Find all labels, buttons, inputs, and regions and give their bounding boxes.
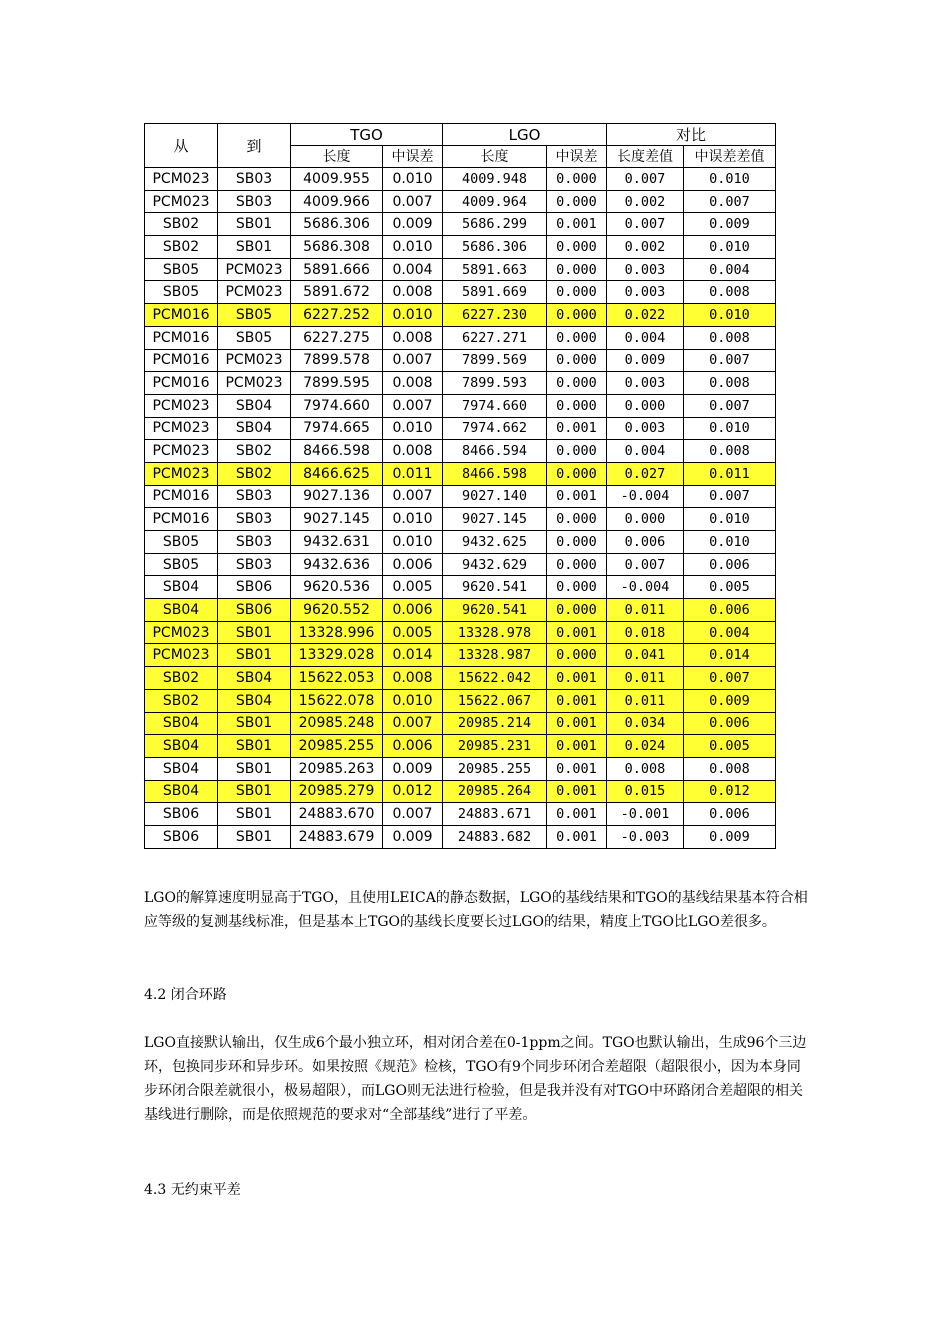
- cell-tgo-length: 9432.631: [291, 531, 383, 554]
- table-header: [145, 124, 776, 168]
- cell-to: SB03: [218, 508, 291, 531]
- cell-lgo-error: 0.001: [547, 780, 607, 803]
- cell-error-diff: 0.010: [684, 304, 776, 327]
- cell-tgo-error: 0.009: [383, 757, 443, 780]
- cell-to: SB01: [218, 803, 291, 826]
- cell-error-diff: 0.006: [684, 803, 776, 826]
- cell-lgo-error: 0.000: [547, 190, 607, 213]
- cell-tgo-length: 8466.598: [291, 440, 383, 463]
- cell-error-diff: 0.007: [684, 349, 776, 372]
- cell-error-diff: 0.008: [684, 372, 776, 395]
- cell-length-diff: 0.004: [607, 440, 684, 463]
- cell-from: SB06: [145, 803, 218, 826]
- baseline-comparison-table: [144, 123, 776, 849]
- cell-length-diff: 0.003: [607, 372, 684, 395]
- cell-to: SB04: [218, 667, 291, 690]
- cell-lgo-length: 5891.663: [443, 258, 547, 281]
- cell-length-diff: 0.011: [607, 689, 684, 712]
- cell-tgo-length: 24883.679: [291, 825, 383, 848]
- cell-tgo-error: 0.006: [383, 735, 443, 758]
- cell-from: SB05: [145, 258, 218, 281]
- cell-to: PCM023: [218, 372, 291, 395]
- cell-tgo-length: 9620.536: [291, 576, 383, 599]
- cell-to: SB04: [218, 689, 291, 712]
- cell-length-diff: 0.024: [607, 735, 684, 758]
- table-row: [145, 349, 776, 372]
- cell-error-diff: 0.007: [684, 394, 776, 417]
- cell-length-diff: 0.006: [607, 531, 684, 554]
- cell-lgo-length: 6227.271: [443, 326, 547, 349]
- cell-lgo-error: 0.000: [547, 168, 607, 191]
- cell-tgo-length: 15622.078: [291, 689, 383, 712]
- cell-tgo-error: 0.006: [383, 553, 443, 576]
- cell-tgo-length: 24883.670: [291, 803, 383, 826]
- cell-lgo-error: 0.000: [547, 326, 607, 349]
- cell-lgo-length: 20985.255: [443, 757, 547, 780]
- cell-from: PCM016: [145, 508, 218, 531]
- cell-tgo-length: 7974.660: [291, 394, 383, 417]
- cell-tgo-length: 6227.252: [291, 304, 383, 327]
- table-row: [145, 531, 776, 554]
- cell-from: SB02: [145, 236, 218, 259]
- cell-lgo-length: 4009.964: [443, 190, 547, 213]
- cell-error-diff: 0.009: [684, 689, 776, 712]
- cell-from: SB05: [145, 281, 218, 304]
- cell-from: SB04: [145, 599, 218, 622]
- cell-to: PCM023: [218, 349, 291, 372]
- cell-to: SB01: [218, 621, 291, 644]
- cell-lgo-error: 0.001: [547, 735, 607, 758]
- cell-from: PCM023: [145, 621, 218, 644]
- cell-to: SB01: [218, 236, 291, 259]
- cell-error-diff: 0.010: [684, 168, 776, 191]
- cell-lgo-error: 0.000: [547, 394, 607, 417]
- cell-from: PCM023: [145, 190, 218, 213]
- header-tgo-length: 长度: [291, 146, 383, 168]
- cell-length-diff: 0.000: [607, 394, 684, 417]
- cell-from: SB02: [145, 667, 218, 690]
- cell-to: SB04: [218, 417, 291, 440]
- table-row: [145, 735, 776, 758]
- cell-from: SB06: [145, 825, 218, 848]
- cell-lgo-length: 5891.669: [443, 281, 547, 304]
- cell-tgo-length: 9027.136: [291, 485, 383, 508]
- cell-lgo-error: 0.000: [547, 372, 607, 395]
- cell-lgo-length: 9432.625: [443, 531, 547, 554]
- cell-tgo-error: 0.008: [383, 372, 443, 395]
- cell-length-diff: -0.004: [607, 485, 684, 508]
- cell-from: SB04: [145, 712, 218, 735]
- cell-length-diff: 0.034: [607, 712, 684, 735]
- cell-lgo-error: 0.000: [547, 349, 607, 372]
- cell-from: SB04: [145, 735, 218, 758]
- cell-lgo-length: 7974.660: [443, 394, 547, 417]
- cell-length-diff: 0.003: [607, 417, 684, 440]
- cell-to: SB06: [218, 576, 291, 599]
- cell-tgo-length: 4009.966: [291, 190, 383, 213]
- cell-error-diff: 0.004: [684, 621, 776, 644]
- cell-error-diff: 0.012: [684, 780, 776, 803]
- cell-error-diff: 0.010: [684, 531, 776, 554]
- cell-lgo-length: 5686.299: [443, 213, 547, 236]
- table-row: [145, 281, 776, 304]
- cell-to: SB03: [218, 485, 291, 508]
- cell-error-diff: 0.010: [684, 236, 776, 259]
- table-row: [145, 576, 776, 599]
- cell-tgo-length: 9432.636: [291, 553, 383, 576]
- cell-from: SB04: [145, 757, 218, 780]
- cell-from: PCM016: [145, 372, 218, 395]
- table-row: [145, 553, 776, 576]
- header-length-diff: 长度差值: [607, 146, 684, 168]
- cell-tgo-length: 5686.308: [291, 236, 383, 259]
- cell-length-diff: 0.002: [607, 190, 684, 213]
- cell-from: PCM023: [145, 462, 218, 485]
- cell-lgo-error: 0.001: [547, 689, 607, 712]
- cell-length-diff: 0.041: [607, 644, 684, 667]
- cell-error-diff: 0.004: [684, 258, 776, 281]
- cell-from: PCM023: [145, 168, 218, 191]
- table-row: [145, 372, 776, 395]
- cell-tgo-error: 0.005: [383, 621, 443, 644]
- cell-tgo-error: 0.009: [383, 213, 443, 236]
- header-lgo: LGO: [443, 124, 607, 146]
- cell-tgo-error: 0.006: [383, 599, 443, 622]
- paragraph-closed-loop: LGO直接默认输出，仅生成6个最小独立环，相对闭合差在0-1ppm之间。TGO也默认输出，生成96个三边环，包换同步环和异步环。如果按照《规范》检核，TGO有9个同步环闭合差超限（超限很小，因为本身同步环闭合限差就很小，极易超限），而LGO则无法进行检验，但是我并没有对TGO中环路闭合差超限的相关基线进行删除，而是依照规范的要求对“全部基线”进行了平差。: [144, 1035, 807, 1123]
- cell-from: SB02: [145, 689, 218, 712]
- table-body: [145, 168, 776, 849]
- cell-length-diff: 0.003: [607, 281, 684, 304]
- cell-lgo-error: 0.000: [547, 236, 607, 259]
- cell-tgo-length: 4009.955: [291, 168, 383, 191]
- table-row: [145, 689, 776, 712]
- cell-tgo-length: 7974.665: [291, 417, 383, 440]
- cell-length-diff: 0.008: [607, 757, 684, 780]
- cell-lgo-error: 0.000: [547, 508, 607, 531]
- cell-error-diff: 0.008: [684, 757, 776, 780]
- cell-tgo-length: 9620.552: [291, 599, 383, 622]
- section-heading-4-3: 4.3 无约束平差: [144, 1182, 241, 1198]
- cell-lgo-length: 7974.662: [443, 417, 547, 440]
- cell-lgo-length: 20985.214: [443, 712, 547, 735]
- cell-length-diff: -0.001: [607, 803, 684, 826]
- cell-to: SB02: [218, 462, 291, 485]
- paragraph-speed-comparison: LGO的解算速度明显高于TGO，且使用LEICA的静态数据，LGO的基线结果和TGO的基线结果基本符合相应等级的复测基线标准，但是基本上TGO的基线长度要长过LGO的结果，精度上TGO比LGO差很多。: [144, 890, 808, 930]
- cell-from: SB04: [145, 576, 218, 599]
- cell-lgo-error: 0.000: [547, 258, 607, 281]
- cell-lgo-length: 13328.978: [443, 621, 547, 644]
- header-tgo-error: 中误差: [383, 146, 443, 168]
- cell-length-diff: 0.007: [607, 168, 684, 191]
- cell-to: SB01: [218, 712, 291, 735]
- cell-error-diff: 0.008: [684, 440, 776, 463]
- cell-to: SB06: [218, 599, 291, 622]
- cell-lgo-length: 9620.541: [443, 599, 547, 622]
- cell-error-diff: 0.007: [684, 667, 776, 690]
- cell-error-diff: 0.008: [684, 281, 776, 304]
- cell-tgo-length: 13328.996: [291, 621, 383, 644]
- cell-tgo-error: 0.008: [383, 440, 443, 463]
- cell-to: SB01: [218, 825, 291, 848]
- cell-lgo-error: 0.000: [547, 440, 607, 463]
- cell-tgo-error: 0.007: [383, 190, 443, 213]
- cell-error-diff: 0.005: [684, 735, 776, 758]
- cell-tgo-error: 0.010: [383, 168, 443, 191]
- cell-to: SB01: [218, 644, 291, 667]
- cell-error-diff: 0.006: [684, 553, 776, 576]
- cell-to: SB03: [218, 168, 291, 191]
- table-row: [145, 190, 776, 213]
- cell-tgo-error: 0.010: [383, 236, 443, 259]
- cell-tgo-error: 0.009: [383, 825, 443, 848]
- cell-from: PCM016: [145, 326, 218, 349]
- cell-error-diff: 0.009: [684, 213, 776, 236]
- cell-to: SB01: [218, 735, 291, 758]
- table-row: [145, 485, 776, 508]
- cell-error-diff: 0.014: [684, 644, 776, 667]
- cell-length-diff: 0.000: [607, 508, 684, 531]
- cell-tgo-error: 0.005: [383, 576, 443, 599]
- table-row: [145, 394, 776, 417]
- cell-lgo-error: 0.000: [547, 281, 607, 304]
- cell-lgo-error: 0.000: [547, 462, 607, 485]
- cell-tgo-length: 6227.275: [291, 326, 383, 349]
- header-tgo: TGO: [291, 124, 443, 146]
- cell-tgo-length: 5686.306: [291, 213, 383, 236]
- table-row: [145, 462, 776, 485]
- cell-lgo-error: 0.000: [547, 599, 607, 622]
- cell-from: PCM023: [145, 644, 218, 667]
- cell-length-diff: 0.022: [607, 304, 684, 327]
- cell-lgo-length: 4009.948: [443, 168, 547, 191]
- table-row: [145, 440, 776, 463]
- cell-tgo-error: 0.007: [383, 349, 443, 372]
- cell-tgo-length: 9027.145: [291, 508, 383, 531]
- cell-length-diff: 0.004: [607, 326, 684, 349]
- cell-tgo-error: 0.010: [383, 531, 443, 554]
- cell-tgo-error: 0.008: [383, 326, 443, 349]
- cell-tgo-length: 13329.028: [291, 644, 383, 667]
- cell-length-diff: -0.004: [607, 576, 684, 599]
- cell-lgo-error: 0.000: [547, 553, 607, 576]
- cell-lgo-length: 20985.231: [443, 735, 547, 758]
- cell-length-diff: 0.018: [607, 621, 684, 644]
- cell-tgo-error: 0.007: [383, 394, 443, 417]
- cell-to: SB05: [218, 304, 291, 327]
- cell-lgo-length: 15622.067: [443, 689, 547, 712]
- cell-length-diff: 0.009: [607, 349, 684, 372]
- cell-lgo-length: 20985.264: [443, 780, 547, 803]
- header-lgo-error: 中误差: [547, 146, 607, 168]
- cell-error-diff: 0.006: [684, 712, 776, 735]
- cell-lgo-error: 0.001: [547, 825, 607, 848]
- cell-tgo-error: 0.011: [383, 462, 443, 485]
- table-row: [145, 712, 776, 735]
- cell-lgo-error: 0.001: [547, 757, 607, 780]
- cell-error-diff: 0.005: [684, 576, 776, 599]
- cell-tgo-error: 0.014: [383, 644, 443, 667]
- cell-lgo-length: 5686.306: [443, 236, 547, 259]
- cell-error-diff: 0.007: [684, 485, 776, 508]
- cell-lgo-length: 9432.629: [443, 553, 547, 576]
- cell-length-diff: 0.003: [607, 258, 684, 281]
- cell-error-diff: 0.007: [684, 190, 776, 213]
- cell-from: PCM016: [145, 485, 218, 508]
- cell-from: PCM023: [145, 440, 218, 463]
- cell-to: SB05: [218, 326, 291, 349]
- cell-to: PCM023: [218, 258, 291, 281]
- cell-tgo-error: 0.008: [383, 281, 443, 304]
- table-row: [145, 236, 776, 259]
- cell-length-diff: 0.015: [607, 780, 684, 803]
- table-row: [145, 258, 776, 281]
- cell-tgo-length: 5891.666: [291, 258, 383, 281]
- cell-lgo-length: 8466.594: [443, 440, 547, 463]
- cell-tgo-length: 8466.625: [291, 462, 383, 485]
- cell-lgo-length: 13328.987: [443, 644, 547, 667]
- cell-length-diff: -0.003: [607, 825, 684, 848]
- table-row: [145, 667, 776, 690]
- cell-tgo-length: 15622.053: [291, 667, 383, 690]
- table-row: [145, 213, 776, 236]
- cell-length-diff: 0.007: [607, 213, 684, 236]
- cell-tgo-error: 0.008: [383, 667, 443, 690]
- cell-lgo-length: 15622.042: [443, 667, 547, 690]
- cell-lgo-error: 0.001: [547, 485, 607, 508]
- cell-tgo-error: 0.010: [383, 689, 443, 712]
- cell-tgo-length: 5891.672: [291, 281, 383, 304]
- cell-lgo-length: 24883.671: [443, 803, 547, 826]
- table-row: [145, 644, 776, 667]
- cell-from: PCM023: [145, 417, 218, 440]
- cell-from: SB04: [145, 780, 218, 803]
- cell-to: SB01: [218, 213, 291, 236]
- table-row: [145, 757, 776, 780]
- cell-from: SB05: [145, 531, 218, 554]
- cell-lgo-length: 9620.541: [443, 576, 547, 599]
- cell-to: SB03: [218, 190, 291, 213]
- table-row: [145, 304, 776, 327]
- cell-length-diff: 0.007: [607, 553, 684, 576]
- cell-tgo-length: 20985.279: [291, 780, 383, 803]
- cell-error-diff: 0.008: [684, 326, 776, 349]
- cell-tgo-length: 20985.255: [291, 735, 383, 758]
- cell-tgo-error: 0.012: [383, 780, 443, 803]
- cell-to: SB01: [218, 780, 291, 803]
- cell-tgo-length: 7899.578: [291, 349, 383, 372]
- header-to: 到: [218, 124, 291, 168]
- cell-tgo-error: 0.010: [383, 304, 443, 327]
- table-row: [145, 508, 776, 531]
- table-row: [145, 621, 776, 644]
- cell-tgo-length: 7899.595: [291, 372, 383, 395]
- cell-lgo-length: 6227.230: [443, 304, 547, 327]
- cell-lgo-error: 0.001: [547, 621, 607, 644]
- header-from: 从: [145, 124, 218, 168]
- table-row: [145, 599, 776, 622]
- cell-length-diff: 0.011: [607, 667, 684, 690]
- cell-length-diff: 0.002: [607, 236, 684, 259]
- cell-to: PCM023: [218, 281, 291, 304]
- cell-error-diff: 0.009: [684, 825, 776, 848]
- cell-lgo-error: 0.000: [547, 531, 607, 554]
- cell-lgo-length: 9027.140: [443, 485, 547, 508]
- cell-to: SB02: [218, 440, 291, 463]
- cell-tgo-error: 0.007: [383, 485, 443, 508]
- cell-to: SB04: [218, 394, 291, 417]
- cell-to: SB03: [218, 553, 291, 576]
- cell-to: SB03: [218, 531, 291, 554]
- cell-lgo-length: 24883.682: [443, 825, 547, 848]
- table-row: [145, 417, 776, 440]
- cell-lgo-error: 0.001: [547, 712, 607, 735]
- cell-lgo-length: 8466.598: [443, 462, 547, 485]
- cell-length-diff: 0.027: [607, 462, 684, 485]
- table-row: [145, 780, 776, 803]
- cell-tgo-error: 0.010: [383, 417, 443, 440]
- cell-tgo-error: 0.007: [383, 712, 443, 735]
- cell-from: SB05: [145, 553, 218, 576]
- cell-error-diff: 0.010: [684, 508, 776, 531]
- cell-tgo-error: 0.007: [383, 803, 443, 826]
- cell-lgo-error: 0.001: [547, 803, 607, 826]
- cell-tgo-error: 0.004: [383, 258, 443, 281]
- cell-lgo-error: 0.000: [547, 576, 607, 599]
- cell-from: PCM016: [145, 349, 218, 372]
- cell-lgo-length: 7899.569: [443, 349, 547, 372]
- cell-lgo-error: 0.000: [547, 644, 607, 667]
- cell-from: SB02: [145, 213, 218, 236]
- header-error-diff: 中误差差值: [684, 146, 776, 168]
- cell-from: PCM016: [145, 304, 218, 327]
- cell-lgo-length: 9027.145: [443, 508, 547, 531]
- table-row: [145, 326, 776, 349]
- header-compare: 对比: [607, 124, 776, 146]
- cell-error-diff: 0.010: [684, 417, 776, 440]
- cell-to: SB01: [218, 757, 291, 780]
- cell-length-diff: 0.011: [607, 599, 684, 622]
- cell-from: PCM023: [145, 394, 218, 417]
- cell-lgo-length: 7899.593: [443, 372, 547, 395]
- cell-lgo-error: 0.001: [547, 417, 607, 440]
- cell-tgo-length: 20985.263: [291, 757, 383, 780]
- cell-error-diff: 0.006: [684, 599, 776, 622]
- cell-lgo-error: 0.000: [547, 304, 607, 327]
- header-lgo-length: 长度: [443, 146, 547, 168]
- cell-tgo-error: 0.010: [383, 508, 443, 531]
- section-heading-4-2: 4.2 闭合环路: [144, 987, 227, 1003]
- cell-error-diff: 0.011: [684, 462, 776, 485]
- table-row: [145, 825, 776, 848]
- table-row: [145, 168, 776, 191]
- cell-tgo-length: 20985.248: [291, 712, 383, 735]
- table-row: [145, 803, 776, 826]
- cell-lgo-error: 0.001: [547, 667, 607, 690]
- cell-lgo-error: 0.001: [547, 213, 607, 236]
